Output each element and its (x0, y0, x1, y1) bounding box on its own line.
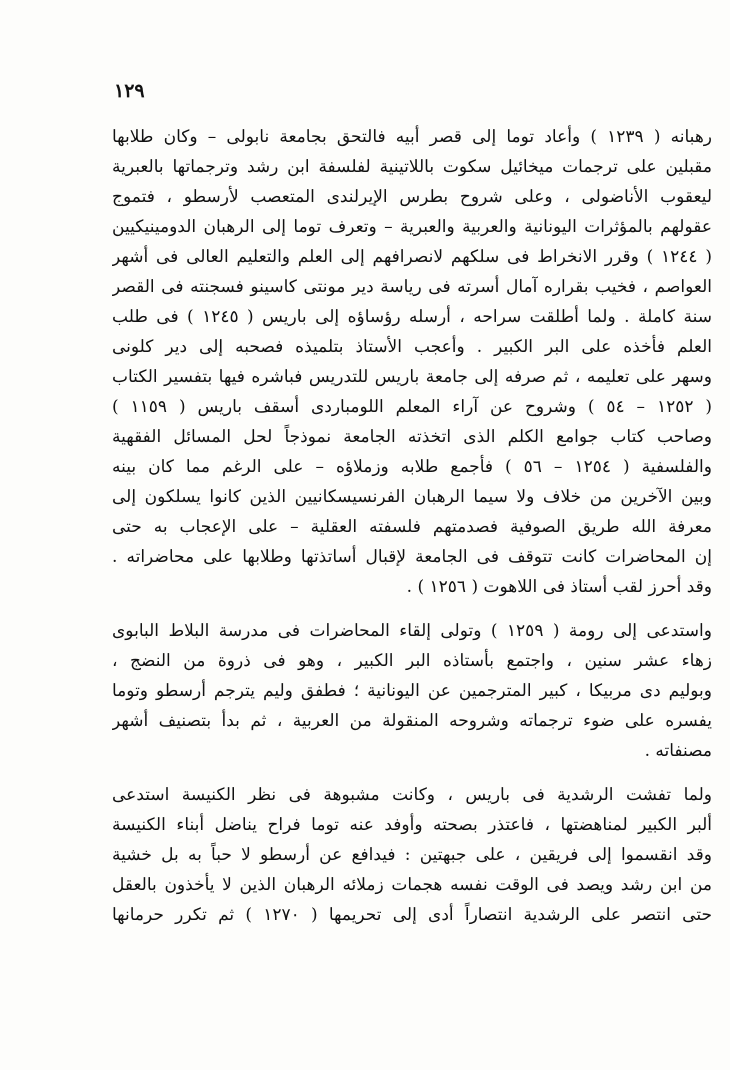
text-line: مصنفاته . (644, 741, 712, 761)
text-line: معرفة الله طريق الصوفية فصدمتهم فلسفته العقلية – على الإعجاب به حتى (112, 517, 712, 537)
text-line: واستدعى إلى رومة ( ١٢٥٩ ) وتولى إلقاء المحاضرات فى مدرسة البلاط البابوى (112, 621, 712, 641)
paragraph-1 (112, 122, 712, 602)
text-line: العواصم ، فخيب بقراره آمال أسرته فى رياسة دير مونتى كاسينو فسجنته فى القصر (112, 277, 712, 297)
text-line: وصاحب كتاب جوامع الكلم الذى اتخذته الجامعة نموذجاً لحل المسائل الفقهية (112, 427, 712, 447)
text-line: رهبانه ( ١٢٣٩ ) وأعاد توما إلى قصر أبيه فالتحق بجامعة نابولى – وكان طلابها (112, 127, 712, 147)
text-line: وبوليم دى مربيكا ، كبير المترجمين عن اليونانية ؛ فطفق وليم يترجم أرسطو وتوما (112, 681, 712, 701)
text-line: حتى انتصر على الرشدية انتصاراً أدى إلى تحريمها ( ١٢٧٠ ) ثم تكرر حرمانها (112, 905, 712, 925)
text-line: عقولهم بالمؤثرات اليونانية والعربية والعبرية – وتعرف توما إلى الرهبان الدومينيكيين (112, 217, 712, 237)
text-line: والفلسفية ( ١٢٥٤ – ٥٦ ) فأجمع طلابه وزملاؤه – على الرغم مما كان بينه (112, 457, 712, 477)
paragraph-2 (112, 616, 712, 766)
body-text (112, 122, 712, 930)
text-line: وقد أحرز لقب أستاذ فى اللاهوت ( ١٢٥٦ ) . (406, 577, 712, 597)
paragraph-3 (112, 780, 712, 930)
text-line: ( ١٢٥٢ – ٥٤ ) وشروح عن آراء المعلم اللومباردى أسقف باريس ( ١١٥٩ ) (112, 397, 712, 417)
text-line: سنة كاملة . ولما أطلقت سراحه ، أرسله رؤساؤه إلى باريس ( ١٢٤٥ ) فى طلب (112, 307, 712, 327)
text-line: ( ١٢٤٤ ) وقرر الانخراط فى سلكهم لانصرافهم إلى العلم والتعليم العالى فى أشهر (112, 247, 712, 267)
text-line: مقبلين على ترجمات ميخائيل سكوت باللاتينية لفلسفة ابن رشد وترجماتها بالعبرية (112, 157, 712, 177)
text-line: وبين الآخرين من خلاف ولا سيما الرهبان الفرنسيسكانيين الذين كانوا يسلكون إلى (112, 487, 712, 507)
text-line: ولما تفشت الرشدية فى باريس ، وكانت مشبوهة فى نظر الكنيسة استدعى (112, 785, 712, 805)
text-line: ألبر الكبير لمناهضتها ، فاعتذر بصحته وأوفد عنه توما فراح يناضل أبناء الكنيسة (112, 815, 712, 835)
text-line: إن المحاضرات كانت تتوقف فى الجامعة لإقبال أساتذتها وطلابها على محاضراته . (112, 547, 712, 567)
page-number: ١٢٩ (114, 80, 145, 102)
text-line: زهاء عشر سنين ، واجتمع بأستاذه البر الكبير ، وهو فى ذروة من النضج ، (112, 651, 712, 671)
text-line: وقد انقسموا إلى فريقين ، على جبهتين : فيدافع عن أرسطو لا حباً به بل خشية (112, 845, 712, 865)
text-line: ليعقوب الأناضولى ، وعلى شروح بطرس الإيرلندى المتعصب لأرسطو ، فتموج (112, 187, 712, 207)
text-line: وسهر على تعليمه ، ثم صرفه إلى جامعة باريس للتدريس فباشره فيها بتفسير الكتاب (112, 367, 712, 387)
text-line: من ابن رشد ويصد فى الوقت نفسه هجمات زملائه الرهبان الذين لا يأخذون بالعقل (112, 875, 712, 895)
text-line: يفسره على ضوء ترجماته وشروحه المنقولة من العربية ، ثم بدأ بتصنيف أشهر (112, 711, 712, 731)
text-line: العلم فأخذه على البر الكبير . وأعجب الأستاذ بتلميذه فصحبه إلى دير كلونى (112, 337, 712, 357)
